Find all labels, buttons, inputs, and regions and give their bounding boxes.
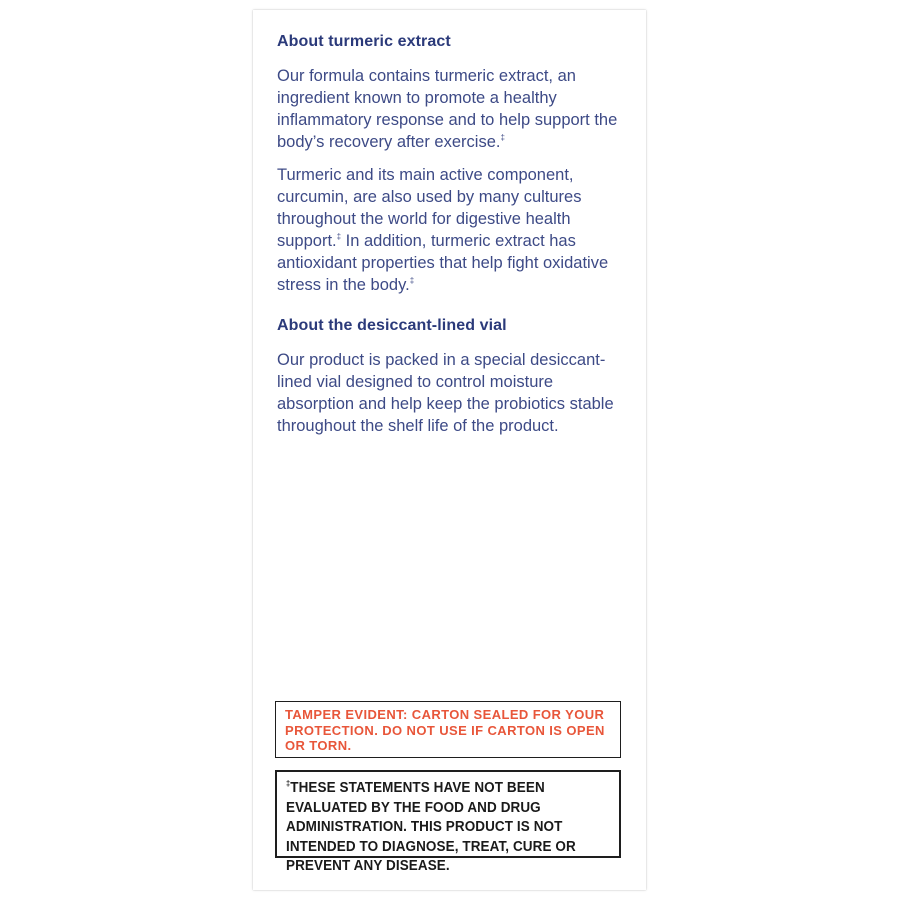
turmeric-paragraph-1 bbox=[277, 65, 627, 153]
turmeric-paragraph-2-text-b: In addition, turmeric extract has antioxidant properties that help fight oxidative stress in the body. bbox=[277, 232, 609, 294]
turmeric-paragraph-2 bbox=[277, 164, 627, 296]
product-carton-panel bbox=[253, 10, 646, 890]
carton-content bbox=[277, 33, 627, 448]
fda-disclaimer-box bbox=[275, 770, 621, 874]
vial-paragraph: Our product is packed in a special desiccant-lined vial designed to control moisture absorption and help keep the probiotics stable throughout the shelf life of the product. bbox=[277, 351, 614, 435]
fda-disclaimer-text: THESE STATEMENTS HAVE NOT BEEN EVALUATED BY THE FOOD AND DRUG ADMINISTRATION. THIS PRODUCT IS NOT INTENDED TO DIAGNOSE, TREAT, CURE OR PREVENT ANY DISEASE. bbox=[286, 780, 576, 874]
footnote-mark: ‡ bbox=[409, 276, 415, 285]
fda-disclaimer bbox=[286, 779, 612, 877]
turmeric-paragraph-1-text: Our formula contains turmeric extract, an ingredient known to promote a healthy inflammatory response and to help support the body’s recovery after exercise. bbox=[277, 67, 618, 151]
footnote-mark: ‡ bbox=[336, 232, 342, 241]
vial-heading: About the desiccant-lined vial bbox=[277, 317, 507, 334]
tamper-evident-notice bbox=[275, 701, 621, 758]
turmeric-paragraph-2-text-a: Turmeric and its main active component, curcumin, are also used by many cultures throughout the world for digestive health support. bbox=[277, 166, 582, 250]
turmeric-heading: About turmeric extract bbox=[277, 33, 451, 50]
section-spacer bbox=[277, 307, 627, 317]
tamper-evident-text: TAMPER EVIDENT: CARTON SEALED FOR YOUR PROTECTION. DO NOT USE IF CARTON IS OPEN OR TORN. bbox=[285, 707, 605, 753]
footnote-mark: ‡ bbox=[286, 779, 291, 788]
footnote-mark: ‡ bbox=[500, 133, 505, 142]
